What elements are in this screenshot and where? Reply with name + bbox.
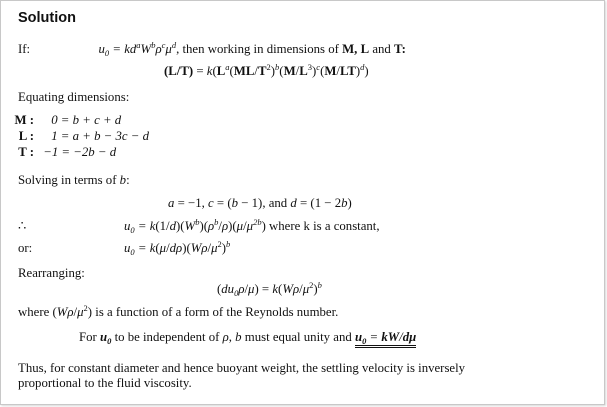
exponent-solution: a = −1, c = (b − 1), and d = (1 − 2b) [168, 196, 352, 210]
dimension-row-M: M : 0 = b + c + d [14, 113, 122, 127]
dimension-row-T: T : −1 = −2b − d [18, 145, 117, 159]
section-heading: Solution [18, 10, 76, 26]
dim-T: T: [394, 42, 406, 56]
if-label: If: [18, 42, 31, 56]
and-text: and [372, 42, 391, 56]
or-label: or: [18, 241, 33, 255]
solving-line: Solving in terms of b: [18, 173, 130, 187]
dimensional-equation: $(L/T) = k(L^a(ML/T^2)^b(M/L^3)^c(M/LT)^d)$ [164, 62, 369, 78]
velocity-equation: $u_0 = kd^aW^b\rho^c\mu^d$ [98, 40, 177, 58]
dim-M: M, [342, 42, 358, 56]
or-equation: $u_0 = k(\mu/d\rho)(W\rho/\mu^2)^b$ [124, 239, 231, 257]
intro-suffix: , then working in dimensions of [176, 42, 339, 56]
intro-line [18, 42, 406, 57]
dim-L: L [360, 42, 370, 56]
reynolds-line: where $(W\rho/\mu^2)$ is a function of a form of the Reynolds number. [18, 303, 339, 319]
dimension-row-L: L : 1 = a + b − 3c − d [18, 129, 150, 143]
therefore-equation: $u_0 = k(1/d)(W^b)(\rho^b/\rho)(\mu/\mu^{2b})$ where k is a constant, [124, 217, 380, 235]
therefore-symbol: ∴ [18, 219, 27, 233]
rearranged-equation: $(du_0\rho/\mu) = k(W\rho/\mu^2)^b$ [217, 280, 322, 298]
rearranging-label: Rearranging: [18, 266, 85, 280]
independence-line: For $u_0$ to be independent of ρ, b must equal unity and $u_0 = kW/d\mu$ [79, 330, 417, 346]
equating-label: Equating dimensions: [18, 90, 130, 104]
conclusion-line-2: proportional to the fluid viscosity. [18, 376, 192, 390]
conclusion-line-1: Thus, for constant diameter and hence buoyant weight, the settling velocity is inversely [18, 361, 466, 375]
final-result: $u_0 = kW/d\mu$ [354, 330, 417, 346]
